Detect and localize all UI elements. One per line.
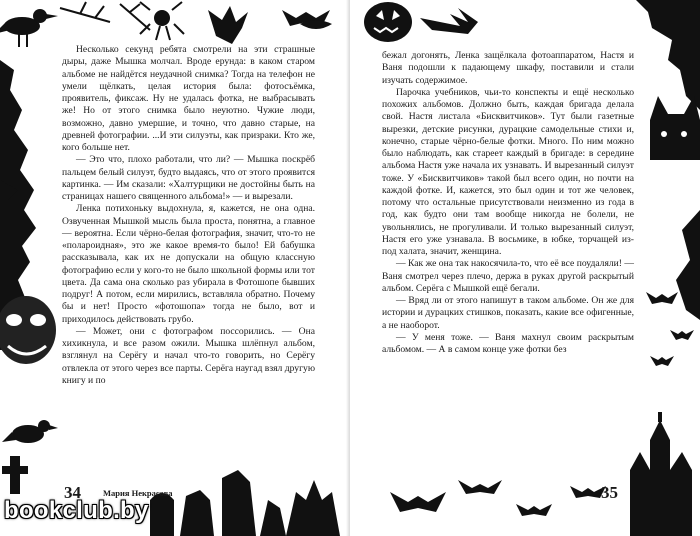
branch-icon (60, 2, 150, 30)
bat-icon (390, 480, 606, 516)
right-page-text (382, 50, 634, 356)
cat-icon (650, 96, 700, 160)
paragraph: — Может, они с фотографом поссорились. — Она хихикнула, и все разом ожили. Мышка шлёпнул альбом, взглянул на Серёгу и начал что-то говорить, но Серёгу отвлекла от этого через все парты. Серёга наугад взял другую книгу и по (62, 325, 315, 386)
watermark: bookclub.by (4, 497, 149, 524)
paragraph: — Это что, плохо работали, что ли? — Мышка поскрёб пальцем белый силуэт, будто выдаясь, что от этого проявится картинка. — Им сказали: «Халтурщики не достойны быть на страницах нашего священного альбома!» — и вырезали. (62, 154, 315, 202)
right-page (350, 0, 700, 536)
church-icon (630, 412, 692, 536)
paragraph: — Вряд ли от этого напишут в таком альбоме. Он же для истории и дурацких стишков, показать, какие все офигенные, а не наоборот. (382, 295, 634, 331)
hand-icon (208, 6, 248, 44)
spider-icon (140, 2, 184, 40)
pumpkin-icon (364, 2, 412, 42)
page-number-right: 35 (601, 483, 618, 502)
running-title: Мария Некрасова (103, 488, 173, 498)
page-number-left: 34 (64, 483, 81, 502)
left-page-text (62, 44, 315, 387)
crow-icon (0, 9, 58, 47)
hand-icon (420, 8, 478, 34)
paragraph: бежал догонять, Ленка защёлкала фотоаппаратом, Настя и Ваня подошли к падающему шкафу, поставили и стали изучать содержимое. (382, 50, 634, 86)
skull-face-icon (0, 296, 56, 364)
paragraph: Ленка потихоньку выдохнула, я, кажется, не она одна. Озвученная Мышкой мысль была проста, понятна, а главное — вероятна. Если чёрно-белая фотография, значит, что-то не «полароидная», это же какое время-то было! Ей бабушка рассказывала, как их не допускали на общую классную фотографию если у кого-то не было школьной формы или тот цвета. Да сама она сколько раз убирала в Фотошопе бывших подруг! А потом, если мирились, вставляла обратно. Почему бы и нет! Просто «фотошопа» тогда не было, вот и приходилось действовать грубо. (62, 203, 315, 325)
paragraph: Парочка учебников, чьи-то конспекты и ещё несколько похожих альбомов. Должно быть, каждая бригада делала свой. Настя листала «Бисквитчиков». Тут были газетные вырезки, детские рисунки, дурацкие самодельные стихи и, конечно, старые чёрно-белые фотки. Много. По ним можно было наблюдать, как стареет каждый в бригаде: в середине альбома Настя уже начала их узнавать. И вырезанный силуэт тоже. У «Бисквитчиков» такой был всего один, но почти на каждой фотке. И, кажется, это был один и тот же человек, потому что остальные присутствовали неизменно из года в год, как будто они там вообще никогда не болели, не увольнялись, не прогуливали. И только вырезанный силуэт, Настя его уже узнавала. В восьмике, в юбке, торчащей из-под халата, значит, женщина. (382, 86, 634, 257)
paragraph: Несколько секунд ребята смотрели на эти страшные дыры, даже Мышка молчал. Вроде ерунда: в каком старом альбоме не найдётся неудачной снимка? Тогда на телефон не умели щёлкать, целая история была: фотосъёмка, проявитель, фиксаж. Ну не удалась фотка, не выбрасывать же! Но от этого снимка было неуютно. Чужие люди, возможно, давно умершие, и точно, что давно старые, на древней фотографии. ...И эти силуэты, как призраки. Кто же, кого больше нет. (62, 44, 315, 153)
paragraph: — У меня тоже. — Ваня махнул своим раскрытым альбомом. — А в самом конце уже фотки без (382, 331, 634, 355)
paragraph: — Как же она так накосячила-то, что её все поудаляли! — Ваня смотрел через плечо, держа в руках другой раскрытый альбом. Серёга с Мышкой ещё бегали. (382, 258, 634, 294)
raven-icon (2, 420, 58, 443)
